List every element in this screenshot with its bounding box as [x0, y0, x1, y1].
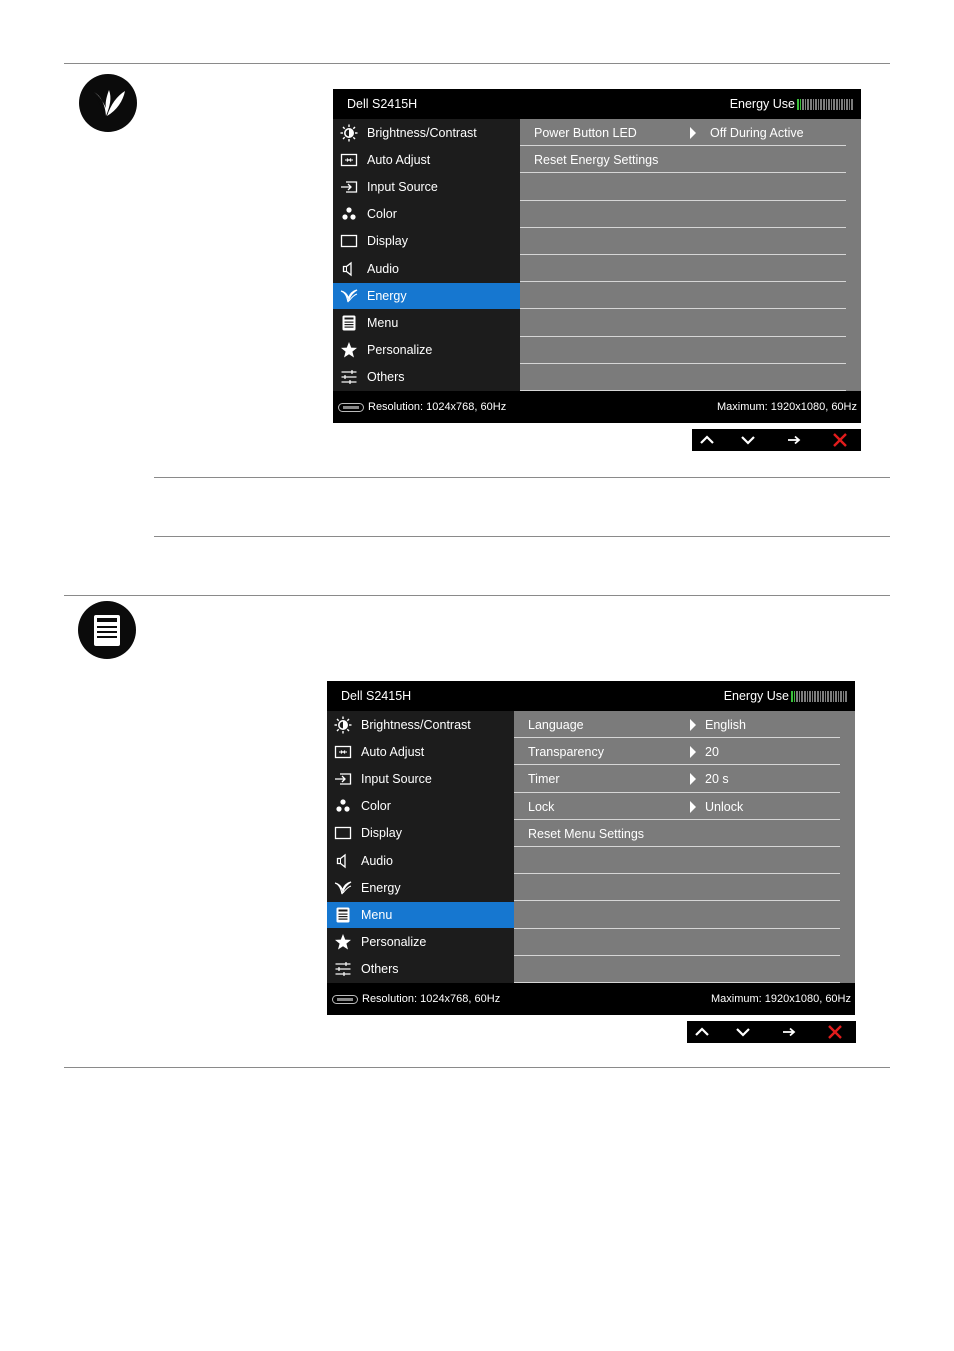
row-divider: [154, 536, 890, 537]
sidebar-item-label: Auto Adjust: [367, 152, 431, 167]
maximum-resolution: Maximum: 1920x1080, 60Hz: [716, 401, 857, 413]
sidebar-item-auto-adjust[interactable]: [333, 147, 520, 173]
menu-icon: [334, 906, 352, 924]
submenu-arrow-icon: [690, 801, 696, 813]
osd-sidebar: [333, 119, 520, 391]
submenu-arrow-icon: [690, 746, 696, 758]
enter-button[interactable]: [784, 431, 804, 449]
sidebar-item-label: Color: [361, 799, 391, 814]
submenu-empty-row: [514, 901, 840, 928]
sidebar-item-menu[interactable]: [327, 902, 514, 928]
auto-adjust-icon: [340, 151, 358, 169]
osd-button-bar: [687, 1021, 856, 1043]
submenu-empty-row: [520, 364, 846, 391]
submenu-row-label: Reset Menu Settings: [528, 826, 645, 841]
energy-use-label: Energy Use: [723, 689, 789, 703]
sidebar-item-brightness-contrast[interactable]: [333, 120, 520, 146]
current-resolution: Resolution: 1024x768, 60Hz: [368, 401, 507, 413]
star-icon: [340, 341, 358, 359]
exit-button[interactable]: [825, 1023, 845, 1041]
leaf-icon: [340, 287, 358, 305]
submenu-row-label: Reset Energy Settings: [534, 153, 659, 168]
sidebar-item-label: Others: [361, 962, 399, 977]
input-source-icon: [340, 178, 358, 196]
exit-button[interactable]: [830, 431, 850, 449]
menu-icon: [340, 314, 358, 332]
osd-submenu-panel: [514, 711, 855, 983]
sidebar-item-personalize[interactable]: [327, 929, 514, 955]
submenu-empty-row: [520, 255, 846, 282]
sidebar-item-display[interactable]: [333, 228, 520, 254]
sidebar-item-label: Input Source: [361, 771, 432, 786]
display-icon: [334, 824, 352, 842]
submenu-row-timer[interactable]: [514, 765, 840, 792]
submenu-row-label: Transparency: [528, 745, 604, 760]
submenu-row-language[interactable]: [514, 711, 840, 738]
display-icon: [340, 232, 358, 250]
down-button[interactable]: [733, 1023, 753, 1041]
submenu-row-label: Power Button LED: [534, 126, 637, 140]
down-button[interactable]: [738, 431, 758, 449]
sidebar-item-label: Audio: [367, 261, 399, 276]
sidebar-item-personalize[interactable]: [333, 337, 520, 363]
section-divider: [64, 595, 890, 596]
up-button[interactable]: [692, 1023, 712, 1041]
sliders-icon: [340, 368, 358, 386]
up-button[interactable]: [697, 431, 717, 449]
osd-footer: [333, 391, 861, 423]
osd-header: [333, 89, 861, 119]
submenu-empty-row: [520, 282, 846, 309]
submenu-arrow-icon: [690, 127, 696, 139]
resolution-icon: [332, 995, 358, 1004]
top-divider: [64, 63, 890, 64]
model-name: Dell S2415H: [341, 689, 412, 703]
sidebar-item-label: Personalize: [361, 935, 427, 950]
submenu-empty-row: [520, 309, 846, 336]
osd-sidebar: [327, 711, 514, 983]
sidebar-item-others[interactable]: [333, 364, 520, 390]
sidebar-item-label: Input Source: [367, 179, 438, 194]
sidebar-item-energy[interactable]: [327, 875, 514, 901]
sidebar-item-color[interactable]: [333, 201, 520, 227]
sidebar-item-label: Energy: [367, 288, 407, 303]
row-divider: [154, 477, 890, 478]
sidebar-item-label: Personalize: [367, 343, 433, 358]
sidebar-item-brightness-contrast[interactable]: [327, 712, 514, 738]
submenu-row-power-button-led[interactable]: [520, 119, 846, 146]
menu-doc-icon: [78, 601, 136, 659]
sidebar-item-auto-adjust[interactable]: [327, 739, 514, 765]
submenu-row-value: 20: [705, 745, 719, 760]
model-name: Dell S2415H: [347, 97, 418, 111]
sidebar-item-audio[interactable]: [327, 848, 514, 874]
submenu-row-label: Language: [528, 718, 584, 732]
brightness-icon: [340, 124, 358, 142]
submenu-empty-row: [520, 173, 846, 200]
energy-leaf-icon: [79, 74, 137, 132]
submenu-empty-row: [520, 337, 846, 364]
enter-button[interactable]: [779, 1023, 799, 1041]
osd-button-bar: [692, 429, 861, 451]
maximum-resolution: Maximum: 1920x1080, 60Hz: [710, 993, 851, 1005]
submenu-row-lock[interactable]: [514, 793, 840, 820]
energy-use-meter: [791, 691, 849, 702]
sidebar-item-input-source[interactable]: [327, 766, 514, 792]
osd-menu-screen: [327, 681, 855, 1015]
osd-energy-screen: [333, 89, 861, 423]
submenu-arrow-icon: [690, 719, 696, 731]
submenu-row-label: Lock: [528, 799, 555, 814]
sidebar-item-label: Auto Adjust: [361, 744, 425, 759]
osd-header: [327, 681, 855, 711]
input-source-icon: [334, 770, 352, 788]
bottom-divider: [64, 1067, 890, 1068]
brightness-icon: [334, 716, 352, 734]
submenu-empty-row: [520, 201, 846, 228]
sidebar-item-label: Audio: [361, 853, 393, 868]
speaker-icon: [340, 260, 358, 278]
sidebar-item-label: Color: [367, 207, 397, 222]
osd-footer: [327, 983, 855, 1015]
submenu-row-value: 20 s: [705, 772, 729, 787]
color-icon: [334, 797, 352, 815]
sidebar-item-label: Display: [361, 826, 402, 841]
sidebar-item-display[interactable]: [327, 820, 514, 846]
speaker-icon: [334, 852, 352, 870]
energy-use-meter: [797, 99, 855, 110]
color-icon: [340, 205, 358, 223]
submenu-empty-row: [514, 929, 840, 956]
submenu-row-transparency[interactable]: [514, 738, 840, 765]
osd-submenu-panel: [520, 119, 861, 391]
resolution-icon: [338, 403, 364, 412]
submenu-row-value: Unlock: [705, 799, 744, 814]
submenu-arrow-icon: [690, 773, 696, 785]
sidebar-item-label: Brightness/Contrast: [361, 717, 471, 732]
sidebar-item-label: Energy: [361, 880, 401, 895]
submenu-empty-row: [520, 228, 846, 255]
sidebar-item-audio[interactable]: [333, 256, 520, 282]
leaf-icon: [334, 879, 352, 897]
sliders-icon: [334, 960, 352, 978]
submenu-row-label: Timer: [528, 772, 560, 787]
submenu-row-reset-menu-settings[interactable]: [514, 820, 840, 847]
sidebar-item-label: Menu: [361, 907, 393, 922]
submenu-empty-row: [514, 874, 840, 901]
sidebar-item-label: Others: [367, 370, 405, 385]
sidebar-item-label: Brightness/Contrast: [367, 125, 477, 140]
submenu-row-reset-energy-settings[interactable]: [520, 146, 846, 173]
sidebar-item-color[interactable]: [327, 793, 514, 819]
energy-use-label: Energy Use: [729, 97, 795, 111]
submenu-row-value: English: [705, 718, 746, 732]
star-icon: [334, 933, 352, 951]
submenu-empty-row: [514, 956, 840, 983]
sidebar-item-menu[interactable]: [333, 310, 520, 336]
current-resolution: Resolution: 1024x768, 60Hz: [362, 993, 501, 1005]
submenu-empty-row: [514, 847, 840, 874]
sidebar-item-label: Display: [367, 234, 408, 249]
submenu-row-value: Off During Active: [710, 126, 804, 140]
sidebar-item-label: Menu: [367, 315, 399, 330]
auto-adjust-icon: [334, 743, 352, 761]
sidebar-item-others[interactable]: [327, 956, 514, 982]
sidebar-item-energy[interactable]: [333, 283, 520, 309]
sidebar-item-input-source[interactable]: [333, 174, 520, 200]
